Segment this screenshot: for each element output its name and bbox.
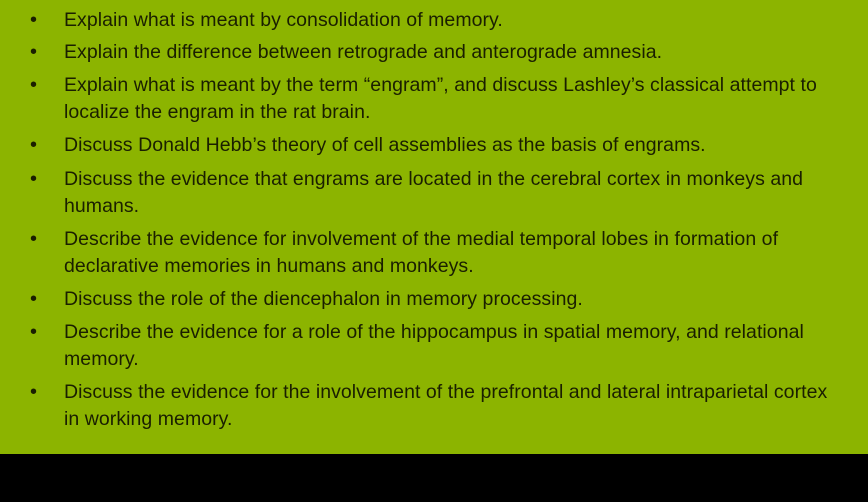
bullet-icon: • [30, 9, 38, 31]
objective-text: Explain what is meant by consolidation of memory. [64, 9, 503, 31]
objective-text: Discuss Donald Hebb’s theory of cell assemblies as the basis of engrams. [64, 134, 706, 156]
objective-text: Describe the evidence for a role of the hippocampus in spatial memory, and relational memory. [64, 321, 804, 370]
bullet-icon: • [30, 41, 38, 63]
bottom-bar [0, 454, 868, 502]
objective-text: Describe the evidence for involvement of the medial temporal lobes in formation of declarative memories in humans and monkeys. [64, 228, 779, 277]
bullet-icon: • [30, 168, 38, 190]
bullet-icon: • [30, 288, 38, 310]
bullet-icon: • [30, 228, 38, 250]
bullet-icon: • [30, 321, 38, 343]
objective-text: Discuss the evidence that engrams are located in the cerebral cortex in monkeys and humans. [64, 168, 804, 217]
bullet-icon: • [30, 381, 38, 403]
objective-text: Explain the difference between retrograde and anterograde amnesia. [64, 41, 663, 63]
objective-text: Discuss the role of the diencephalon in memory processing. [64, 288, 583, 310]
bullet-icon: • [30, 134, 38, 156]
bullet-icon: • [30, 74, 38, 96]
objective-text: Explain what is meant by the term “engram”, and discuss Lashley’s classical attempt to localize the engram in the rat brain. [64, 74, 817, 123]
objective-text: Discuss the evidence for the involvement of the prefrontal and lateral intraparietal cortex in working memory. [64, 381, 828, 430]
